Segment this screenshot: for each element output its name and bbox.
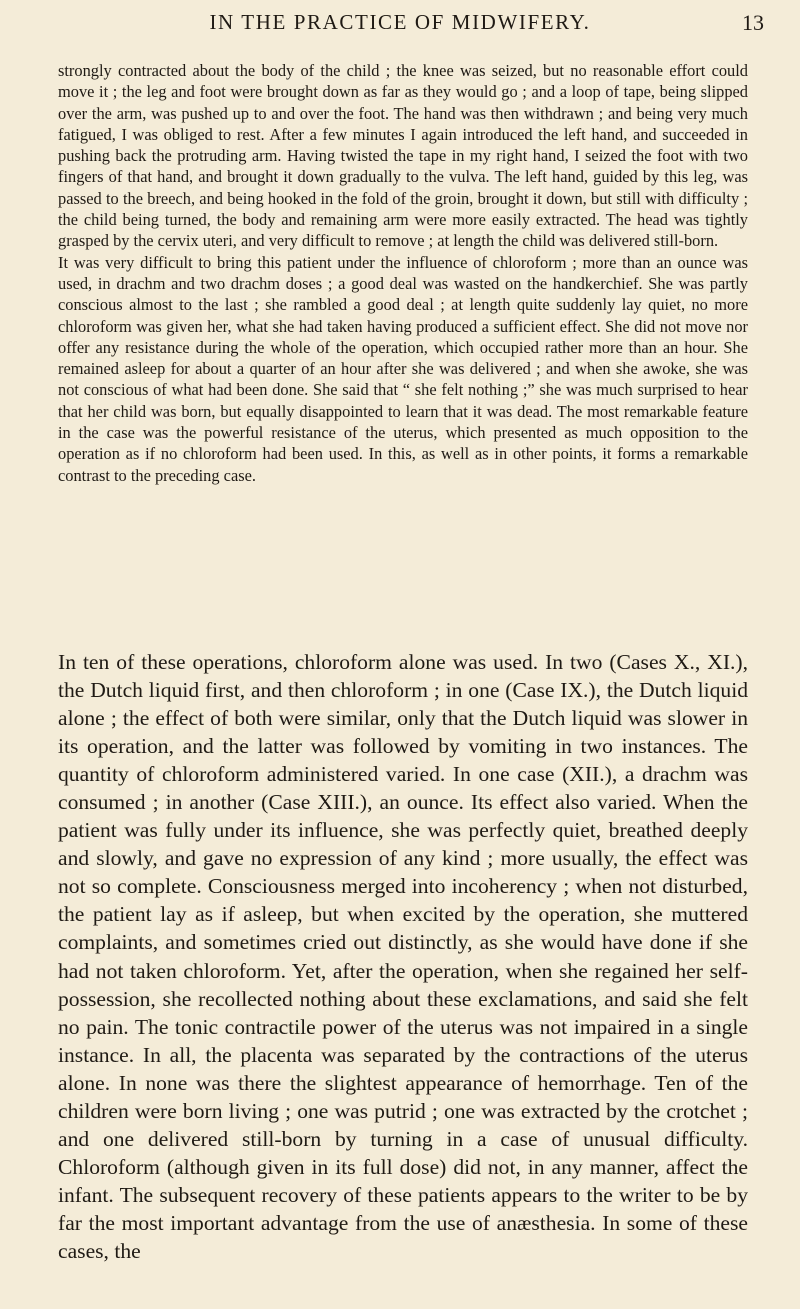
narrative-paragraph: strongly contracted about the body of the child ; the knee was seized, but no reasonable effort could move it ; the leg and foot were brought down as far as they would go ; and a loop of tape, being slipped over the arm, was pushed up to and over the foot. The hand was then withdrawn ; and being very much fatigued, I was obliged to rest. After a few minutes I again introduced the left hand, and succeeded in pushing back the protruding arm. Having twisted the tape in my right hand, I seized the foot with two fingers of that hand, and brought it down gradually to the vulva. The left hand, guided by this leg, was passed to the breech, and being hooked in the fold of the groin, brought it down, but still with difficulty ; the child being turned, the body and remaining arm were more easily extracted. The head was tightly grasped by the cervix uteri, and very difficult to remove ; at length the child was delivered still-born. xyxy=(58,61,748,251)
summary-body-text xyxy=(58,648,748,1265)
narrative-paragraph: It was very difficult to bring this patient under the influence of chloroform ; more than an ounce was used, in drachm and two drachm doses ; a good deal was wasted on the handkerchief. She was partly conscious almost to the last ; she rambled a good deal ; at length quite suddenly lay quiet, no more chloroform was given her, what she had taken having produced a sufficient effect. She did not move nor offer any resistance during the whole of the operation, which occupied rather more than an hour. She remained asleep for about a quarter of an hour after she was delivered ; and when she awoke, she was not conscious of what had been done. She said that “ she felt nothing ;” she was much surprised to hear that her child was born, but equally disappointed to learn that it was dead. The most remarkable feature in the case was the powerful resistance of the uterus, which presented as much opposition to the operation as if no chloroform had been used. In this, as well as in other points, it forms a remarkable contrast to the preceding case. xyxy=(58,252,748,485)
page-number: 13 xyxy=(742,10,764,35)
running-title: IN THE PRACTICE OF MIDWIFERY. xyxy=(209,10,591,34)
body-paragraph: In ten of these operations, chloroform alone was used. In two (Cases X., XI.), the Dutch liquid first, and then chloroform ; in one (Case IX.), the Dutch liquid alone ; the effect of both were similar, only that the Dutch liquid was slower in its operation, and the latter was followed by vomiting in two instances. The quantity of chloroform administered varied. In one case (XII.), a drachm was consumed ; in another (Case XIII.), an ounce. Its effect also varied. When the patient was fully under its influence, she was perfectly quiet, breathed deeply and slowly, and gave no expression of any kind ; more usually, the effect was not so complete. Consciousness merged into incoherency ; when not disturbed, the patient lay as if asleep, but when excited by the operation, she muttered complaints, and sometimes cried out distinctly, as she would have done if she had not taken chloroform. Yet, after the operation, when she regained her self-possession, she recollected nothing about these exclamations, and said she felt no pain. The tonic contractile power of the uterus was not impaired in a single instance. In all, the placenta was separated by the contractions of the uterus alone. In none was there the slightest appearance of hemorrhage. Ten of the children were born living ; one was putrid ; one was extracted by the crotchet ; and one delivered still-born by turning in a case of unusual difficulty. Chloroform (although given in its full dose) did not, in any manner, affect the infant. The subsequent recovery of these patients appears to the writer to be by far the most important advantage from the use of anæsthesia. In some of these cases, the xyxy=(58,650,748,1263)
page-header xyxy=(0,10,800,44)
case-narrative-small-type xyxy=(58,60,748,486)
